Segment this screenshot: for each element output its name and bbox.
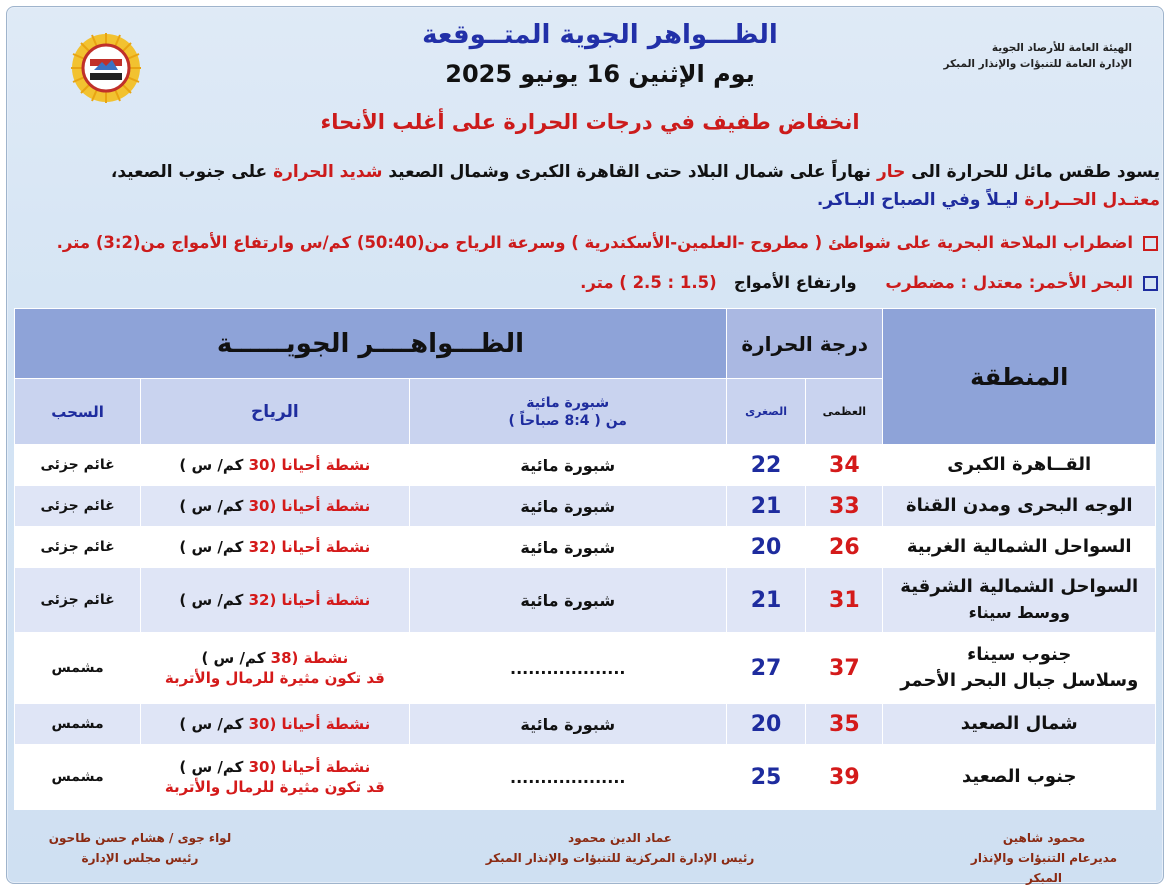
wind-active: نشطة أحيانا ( [269, 538, 371, 556]
wind-unit: كم/ س ) [179, 497, 249, 515]
wind-unit: كم/ س ) [179, 715, 249, 733]
table-row [15, 486, 1156, 527]
fog-cell: شبورة مائية [409, 527, 726, 568]
header-phenomena: الظـــواهــــر الجويــــــة [15, 309, 727, 379]
region-line-2: ووسط سيناء [968, 603, 1070, 622]
header-min: الصغرى [726, 379, 805, 445]
wind-note: قد تكون مثيرة للرمال والأتربة [164, 669, 385, 687]
wind-speed: 30 [248, 758, 270, 776]
wind-speed: 38 [270, 649, 292, 667]
wind-active: نشطة أحيانا ( [269, 715, 371, 733]
red-sea-label: البحر الأحمر: [1028, 273, 1133, 292]
wind-cell [141, 745, 409, 810]
wind-active: نشطة أحيانا ( [269, 456, 371, 474]
header-wind: الرياح [141, 379, 409, 445]
signature-title: مديرعام التنبؤات والإنذار المبكر [970, 851, 1118, 885]
region-line-2: وسلاسل جبال البحر الأحمر [900, 670, 1139, 691]
max-temp-cell: 26 [806, 527, 883, 568]
wind-speed: 32 [248, 591, 270, 609]
wind-speed: 30 [248, 715, 270, 733]
clouds-cell: مشمس [15, 704, 141, 745]
wind-cell [141, 704, 409, 745]
header-clouds: السحب [15, 379, 141, 445]
region-line-1: جنوب سيناء [967, 644, 1072, 665]
fog-cell: شبورة مائية [409, 445, 726, 486]
max-temp-cell: 35 [806, 704, 883, 745]
wind-speed: 30 [248, 497, 270, 515]
clouds-cell: غائم جزئى [15, 445, 141, 486]
max-temp-cell: 34 [806, 445, 883, 486]
fog-cell: شبورة مائية [409, 486, 726, 527]
authority-block [944, 40, 1132, 72]
header-fog-line-1: شبورة مائية [526, 394, 610, 411]
wind-speed: 32 [248, 538, 270, 556]
header-temperature: درجة الحرارة [726, 309, 883, 379]
wind-active: نشطة أحيانا ( [269, 497, 371, 515]
region-cell: الوجه البحرى ومدن القناة [883, 486, 1156, 527]
min-temp-cell: 25 [726, 745, 805, 810]
min-temp-cell: 27 [726, 633, 805, 704]
date-title: يوم الإثنين 16 يونيو 2025 [445, 60, 755, 88]
red-sea-status [14, 271, 1158, 295]
header-fog [409, 379, 726, 445]
region-cell: السواحل الشمالية الغربية [883, 527, 1156, 568]
wind-unit: كم/ س ) [201, 649, 271, 667]
marine-warning [14, 231, 1158, 255]
table-row [15, 445, 1156, 486]
wind-unit: كم/ س ) [179, 456, 249, 474]
min-temp-cell: 21 [726, 568, 805, 633]
min-temp-cell: 20 [726, 704, 805, 745]
marine-warning-text: اضطراب الملاحة البحرية على شواطئ ( مطروح -العلمين-الأسكندرية ) وسرعة الرياح من(50:40) كم/س وارتفاع الأمواج من(3:2) متر. [56, 233, 1133, 252]
min-temp-cell: 21 [726, 486, 805, 527]
wind-cell [141, 527, 409, 568]
wind-active: نشطة ( [291, 649, 349, 667]
table-row [15, 568, 1156, 633]
clouds-cell: غائم جزئى [15, 568, 141, 633]
header-max: العظمى [806, 379, 883, 445]
clouds-cell: مشمس [15, 745, 141, 810]
fog-cell: ................... [409, 633, 726, 704]
meteorological-authority-logo-icon [70, 32, 142, 104]
wind-active: نشطة أحيانا ( [269, 591, 371, 609]
summary-text-2: نهاراً على شمال البلاد حتى القاهرة الكبرى وشمال الصعيد [382, 162, 877, 182]
headline: انخفاض طفيف في درجات الحرارة على أغلب الأنحاء [320, 110, 860, 134]
min-temp-cell: 22 [726, 445, 805, 486]
header-fog-line-2: من ( 8:4 صباحاً ) [508, 412, 627, 429]
main-title: الظـــواهر الجوية المتــوقعة [422, 20, 778, 50]
max-temp-cell: 39 [806, 745, 883, 810]
wind-cell [141, 633, 409, 704]
summary-moderate: معتـدل الحــرارة [1024, 190, 1160, 210]
signature-central-director [470, 828, 770, 868]
table-row [15, 633, 1156, 704]
region-line-1: السواحل الشمالية الشرقية [900, 576, 1139, 597]
fog-cell: شبورة مائية [409, 704, 726, 745]
signature-title: رئيس الإدارة المركزية للتنبؤات والإنذار المبكر [485, 851, 755, 865]
wind-unit: كم/ س ) [179, 758, 249, 776]
table-row [15, 527, 1156, 568]
red-sea-waves-label: وارتفاع الأمواج [733, 273, 857, 292]
checkbox-square-icon [1143, 276, 1158, 291]
header-region: المنطقة [883, 309, 1156, 445]
authority-line-2: الإدارة العامة للتنبؤات والإنذار المبكر [943, 58, 1132, 70]
clouds-cell: مشمس [15, 633, 141, 704]
wind-cell [141, 486, 409, 527]
region-cell: القــاهرة الكبرى [883, 445, 1156, 486]
wind-note: قد تكون مثيرة للرمال والأتربة [164, 778, 385, 796]
region-cell [883, 633, 1156, 704]
forecast-table [14, 308, 1156, 810]
clouds-cell: غائم جزئى [15, 527, 141, 568]
wind-cell [141, 568, 409, 633]
summary-very-hot: شديد الحرارة [273, 162, 383, 182]
summary-paragraph [14, 158, 1160, 214]
red-sea-waves-range: (1.5 : 2.5 ) متر. [580, 273, 717, 292]
summary-night: ليـلاً وفي الصباح البـاكر. [816, 190, 1025, 210]
wind-cell [141, 445, 409, 486]
max-temp-cell: 37 [806, 633, 883, 704]
signature-title: رئيس مجلس الإدارة [81, 851, 199, 865]
summary-text-1: يسود طقس مائل للحرارة الى [905, 162, 1160, 182]
region-cell [883, 568, 1156, 633]
wind-speed: 30 [248, 456, 270, 474]
summary-hot: حار [876, 162, 906, 182]
table-row [15, 704, 1156, 745]
summary-text-3: على جنوب الصعيد، [110, 162, 274, 182]
table-row [15, 745, 1156, 810]
signature-chairman [40, 828, 240, 868]
region-cell: شمال الصعيد [883, 704, 1156, 745]
signature-name: لواء جوى / هشام حسن طاحون [48, 831, 232, 845]
max-temp-cell: 31 [806, 568, 883, 633]
signature-forecast-director [954, 828, 1134, 888]
wind-unit: كم/ س ) [179, 538, 249, 556]
wind-unit: كم/ س ) [179, 591, 249, 609]
region-cell: جنوب الصعيد [883, 745, 1156, 810]
red-sea-state: معتدل : مضطرب [885, 273, 1029, 292]
wind-active: نشطة أحيانا ( [269, 758, 371, 776]
min-temp-cell: 20 [726, 527, 805, 568]
authority-line-1: الهيئة العامة للأرصاد الجوية [991, 42, 1132, 54]
clouds-cell: غائم جزئى [15, 486, 141, 527]
signature-name: عماد الدين محمود [568, 831, 672, 845]
checkbox-square-icon [1143, 236, 1158, 251]
signature-name: محمود شاهين [1002, 831, 1086, 845]
fog-cell: ................... [409, 745, 726, 810]
fog-cell: شبورة مائية [409, 568, 726, 633]
max-temp-cell: 33 [806, 486, 883, 527]
